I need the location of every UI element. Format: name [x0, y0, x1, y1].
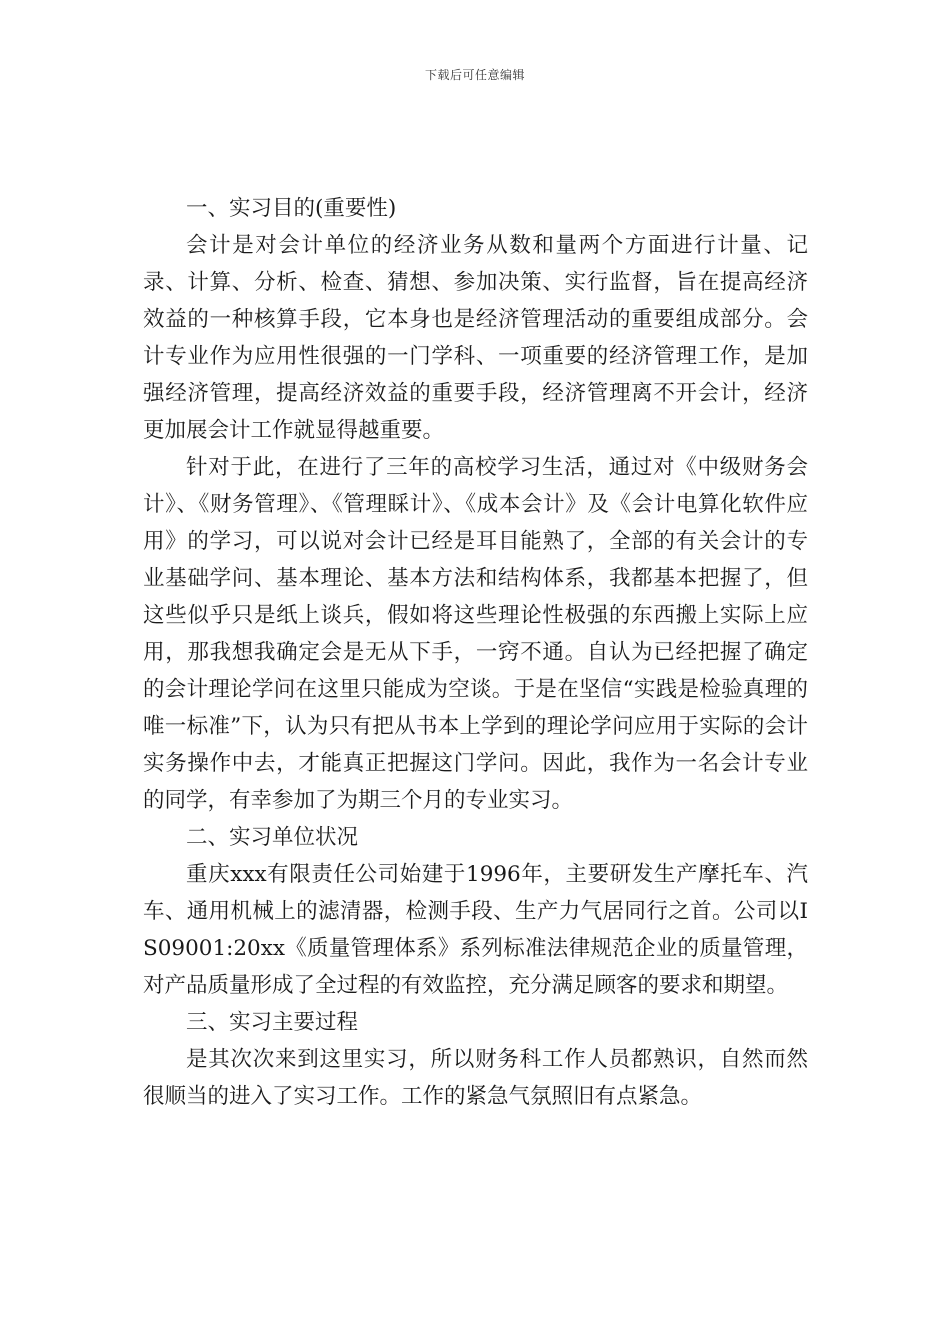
page-header: 下载后可任意编辑: [424, 68, 525, 82]
section-heading-purpose: 一、实习目的(重要性): [186, 196, 397, 221]
document-body: [143, 190, 808, 1115]
section-heading-company: 二、实习单位状况: [186, 825, 359, 850]
paragraph-company-info: 重庆xxx有限责任公司始建于1996年，主要研发生产摩托车、汽车、通用机械上的滤清器，检测手段、生产力气居同行之首。公司以IS09001:20xx《质量管理体系》系列标准法律规范企业的质量管理，对产品质量形成了全过程的有效监控，充分满足顾客的要求和期望。: [143, 862, 808, 998]
paragraph-accounting-definition: 会计是对会计单位的经济业务从数和量两个方面进行计量、记录、计算、分析、检查、猜想、参加决策、实行监督，旨在提高经济效益的一种核算手段，它本身也是经济管理活动的重要组成部分。会计专业作为应用性很强的一门学科、一项重要的经济管理工作，是加强经济管理，提高经济效益的重要手段，经济管理离不开会计，经济更加展会计工作就显得越重要。: [143, 233, 808, 443]
paragraph-study-background: 针对于此，在进行了三年的高校学习生活，通过对《中级财务会计》、《财务管理》、《管理睬计》、《成本会计》及《会计电算化软件应用》的学习，可以说对会计已经是耳目能熟了，全部的有关会计的专业基础学问、基本理论、基本方法和结构体系，我都基本把握了，但这些似乎只是纸上谈兵，假如将这些理论性极强的东西搬上实际上应用，那我想我确定会是无从下手，一窍不通。自认为已经把握了确定的会计理论学问在这里只能成为空谈。于是在坚信“实践是检验真理的唯一标准”下，认为只有把从书本上学到的理论学问应用于实际的会计实务操作中去，才能真正把握这门学问。因此，我作为一名会计专业的同学，有幸参加了为期三个月的专业实习。: [143, 455, 808, 813]
paragraph-process: 是其次次来到这里实习，所以财务科工作人员都熟识，自然而然很顺当的进入了实习工作。工作的紧急气氛照旧有点紧急。: [143, 1047, 808, 1109]
section-heading-process: 三、实习主要过程: [186, 1010, 359, 1035]
